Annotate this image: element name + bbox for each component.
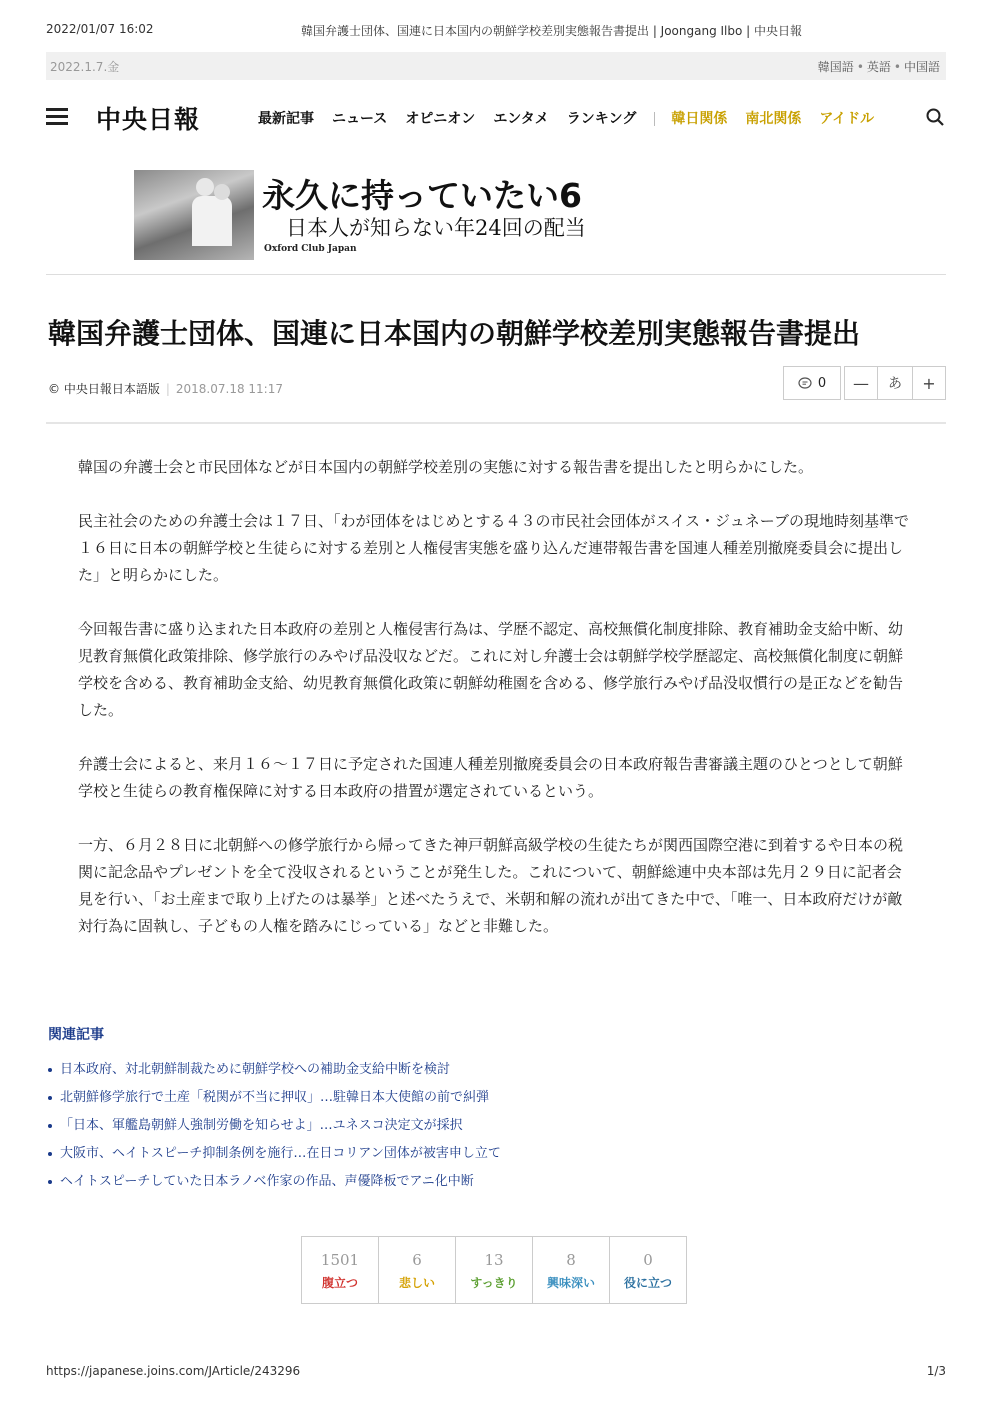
main-nav [46, 96, 946, 140]
related-heading: 関連記事 [48, 1027, 104, 1043]
ad-subline: 日本人が知らない年24回の配当 [286, 216, 586, 240]
nav-divider [654, 112, 655, 126]
related-item[interactable] [48, 1056, 928, 1084]
lang-link-chinese[interactable]: 中国語 [903, 60, 940, 74]
article-paragraph: 韓国の弁護士会と市民団体などが日本国内の朝鮮学校差別の実態に対する報告書を提出したと明らかにした。 [78, 458, 814, 476]
bullet-icon [48, 1152, 52, 1156]
comment-icon [798, 377, 812, 390]
nav-item-latest[interactable]: 最新記事 [258, 111, 314, 127]
related-articles [48, 1024, 928, 1196]
current-date: 2022.1.7.金 [50, 60, 120, 74]
font-size-label: あ [877, 366, 913, 400]
reaction-sad[interactable] [378, 1236, 456, 1304]
nav-item-news[interactable]: ニュース [332, 111, 388, 127]
reaction-bar [301, 1236, 695, 1304]
article-paragraph: 一方、６月２８日に北朝鮮への修学旅行から帰ってきた神戸朝鮮高級学校の生徒たちが関西国際空港に到着するや日本の税関に記念品やプレゼントを全て没収されるということが発生した。これについて、朝鮮総連中央本部は先月２９日に記者会見を行い、「お土産まで取り上げたのは暴挙」と述べたうえで、米朝和解の流れが出てきた中で、「唯一、日本政府だけが敵対行為に固執し、子どもの人権を踏みにじっている」などと非難した。 [78, 836, 904, 935]
reaction-count: 0 [643, 1251, 653, 1269]
date-bar [46, 52, 946, 80]
article-tools [783, 366, 946, 400]
lang-separator: • [856, 60, 864, 74]
article-paragraph: 民主社会のための弁護士会は１７日、「わが団体をはじめとする４３の市民社会団体がスイス・ジュネーブの現地時刻基準で１６日に日本の朝鮮学校と生徒らに対する差別と人権侵害実態を盛り込んだ連帯報告書を国連人種差別撤廃委員会に提出した」と明らかにした。 [78, 512, 910, 584]
site-logo[interactable]: 中央日報 [96, 105, 201, 134]
lang-link-english[interactable]: 英語 [866, 60, 891, 74]
article-title: 韓国弁護士団体、国連に日本国内の朝鮮学校差別実態報告書提出 [48, 317, 861, 350]
hamburger-menu-icon[interactable] [46, 108, 68, 126]
article-date: 2018.07.18 11:17 [175, 382, 283, 396]
ad-headline: 永久に持っていたい6 [262, 176, 582, 215]
reaction-count: 13 [484, 1251, 504, 1269]
reaction-label: すっきり [470, 1276, 518, 1290]
article-byline [48, 380, 283, 397]
reaction-count: 8 [566, 1251, 576, 1269]
byline-separator: | [165, 382, 170, 396]
related-item-link[interactable]: ヘイトスピーチしていた日本ラノベ作家の作品、声優降板でアニ化中断 [60, 1174, 474, 1189]
related-list [48, 1056, 928, 1196]
bullet-icon [48, 1180, 52, 1184]
article-paragraph: 今回報告書に盛り込まれた日本政府の差別と人権侵害行為は、学歴不認定、高校無償化制度排除、教育補助金支給中断、幼児教育無償化政策排除、修学旅行のみやげ品没収などだ。これに対し弁護士会は朝鮮学校学歴認定、高校無償化制度に朝鮮学校を含める、教育補助金支給、幼児教育無償化政策に朝鮮幼稚園を含める、修学旅行みやげ品没収慣行の是正などを勧告した。 [78, 620, 904, 719]
comment-count: 0 [817, 375, 827, 391]
font-increase-button[interactable]: + [912, 366, 946, 400]
related-item-link[interactable]: 「日本、軍艦島朝鮮人強制労働を知らせよ」…ユネスコ決定文が採択 [60, 1118, 463, 1133]
reaction-label: 腹立つ [321, 1276, 358, 1290]
bullet-icon [48, 1068, 52, 1072]
font-decrease-button[interactable]: — [844, 366, 878, 400]
print-footer-page: 1/3 [926, 1364, 946, 1378]
reaction-count: 6 [412, 1251, 422, 1269]
reaction-label: 役に立つ [623, 1276, 672, 1290]
lang-separator: • [893, 60, 901, 74]
advertisement-banner[interactable] [134, 170, 614, 260]
article-body [78, 454, 910, 967]
related-item[interactable] [48, 1112, 928, 1140]
reaction-angry[interactable] [301, 1236, 379, 1304]
related-item[interactable] [48, 1084, 928, 1112]
related-item[interactable] [48, 1140, 928, 1168]
reaction-count: 1501 [320, 1251, 360, 1269]
print-header [46, 22, 946, 42]
nav-item-north-south[interactable]: 南北関係 [745, 111, 802, 127]
bullet-icon [48, 1096, 52, 1100]
nav-item-entertainment[interactable]: エンタメ [493, 111, 549, 127]
reaction-label: 悲しい [398, 1276, 435, 1290]
nav-item-idol[interactable]: アイドル [819, 111, 875, 127]
print-footer-url: https://japanese.joins.com/JArticle/243296 [46, 1364, 301, 1378]
language-links [818, 58, 940, 75]
ad-brand: Oxford Club Japan [264, 244, 357, 254]
related-item-link[interactable]: 日本政府、対北朝鮮制裁ために朝鮮学校への補助金支給中断を検討 [60, 1062, 451, 1077]
nav-menu [258, 108, 892, 128]
search-icon[interactable] [926, 108, 944, 126]
nav-item-ranking[interactable]: ランキング [566, 111, 637, 127]
reaction-refreshed[interactable] [455, 1236, 533, 1304]
nav-item-korea-japan[interactable]: 韓日関係 [671, 111, 728, 127]
related-item-link[interactable]: 北朝鮮修学旅行で土産「税関が不当に押収」…駐韓日本大使館の前で糾弾 [60, 1090, 490, 1105]
print-doc-title: 韓国弁護士団体、国連に日本国内の朝鮮学校差別実態報告書提出 | Joongang Ilbo | 中央日報 [301, 24, 803, 38]
reaction-interesting[interactable] [532, 1236, 610, 1304]
related-item[interactable] [48, 1168, 928, 1196]
bullet-icon [48, 1124, 52, 1128]
reaction-label: 興味深い [546, 1276, 595, 1290]
divider [46, 422, 946, 424]
ad-photo [134, 170, 254, 260]
article-paragraph: 弁護士会によると、来月１６～１７日に予定された国連人種差別撤廃委員会の日本政府報告書審議主題のひとつとして朝鮮学校と生徒らの教育権保障に対する日本政府の措置が選定されているという。 [78, 755, 903, 800]
reaction-helpful[interactable] [609, 1236, 687, 1304]
divider [46, 274, 946, 275]
comment-button[interactable] [783, 366, 841, 400]
nav-item-opinion[interactable]: オピニオン [405, 111, 476, 127]
related-item-link[interactable]: 大阪市、ヘイトスピーチ抑制条例を施行…在日コリアン団体が被害申し立て [60, 1146, 501, 1161]
article-source: © 中央日報日本語版 [48, 382, 160, 396]
lang-link-korean[interactable]: 韓国語 [817, 60, 854, 74]
print-timestamp: 2022/01/07 16:02 [46, 22, 154, 36]
